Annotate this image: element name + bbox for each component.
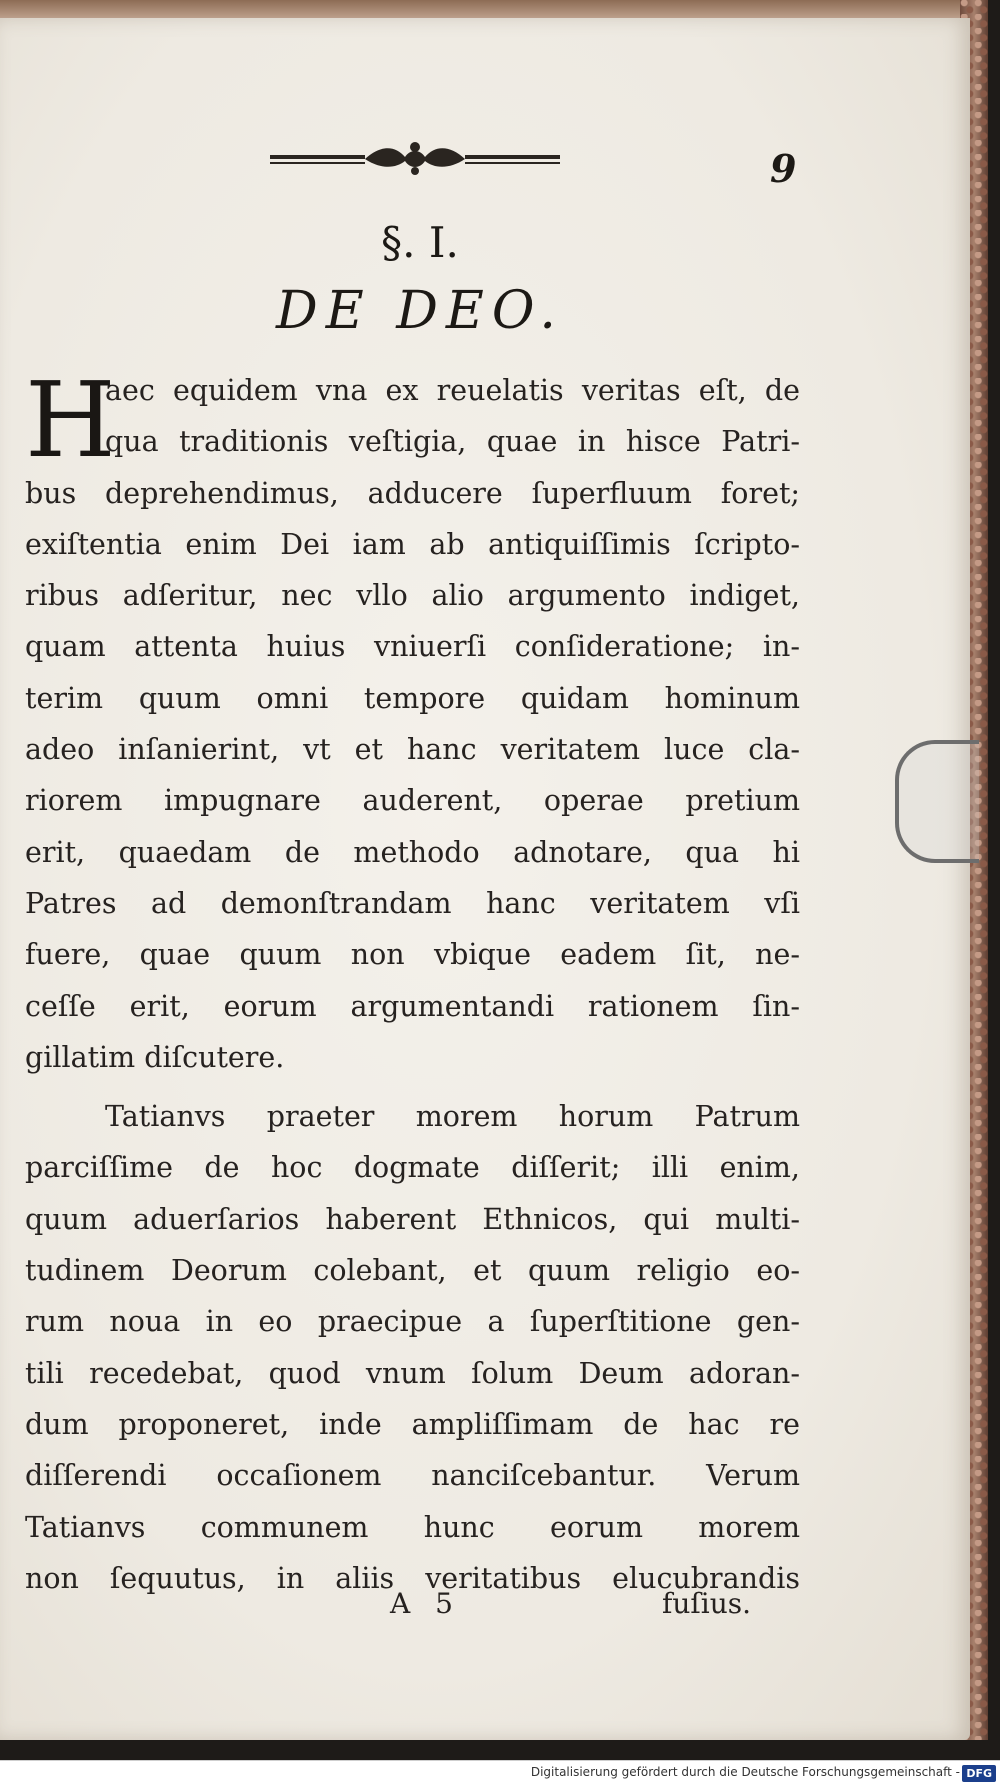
text-line: Tatianvs communem hunc eorum morem [25,1510,800,1544]
section-number: §. I. [381,218,459,267]
digitization-credit-bar [0,1760,1000,1787]
section-heading: DE DEO. [276,281,564,341]
text-line: ceſſe erit, eorum argumentandi rationem ſin- [25,989,800,1023]
text-line: aec equidem vna ex reuelatis veritas eſt, de [105,374,800,407]
text-line: fuere, quae quum non vbique eadem ſit, ne- [25,938,800,972]
drop-cap: H [25,359,116,481]
header-ornament [270,135,560,185]
text-line: quam attenta huius vniuerſi conſideratione; in- [25,630,800,664]
text-line: tudinem Deorum colebant, et quum religio eo- [25,1254,800,1288]
text-line: parciſſime de hoc dogmate diſſerit; illi enim, [25,1151,800,1185]
text-line: quum aduerſarios haberent Ethnicos, qui multi- [25,1202,800,1236]
signature-mark: A 5 [390,1587,461,1620]
text-line: Tatianvs praeter morem horum Patrum [105,1100,800,1134]
body-text [25,359,800,1604]
digitization-credit: Digitalisierung gefördert durch die Deutsche Forschungsgemeinschaft - [530,1765,960,1779]
page-number: 9 [770,146,797,191]
text-line: ribus adſeritur, nec vllo alio argumento indiget, [25,579,800,613]
catchword: fuſius. [662,1587,752,1620]
dfg-logo: DFG [962,1765,996,1782]
text-line: adeo inſanierint, vt et hanc veritatem luce cla- [25,733,800,767]
text-line: tili recedebat, quod vnum ſolum Deum adoran- [25,1356,800,1390]
text-line: exiſtentia enim Dei iam ab antiquiſſimis ſcripto- [25,527,800,561]
text-line: diſſerendi occaſionem nanciſcebantur. Verum [25,1459,800,1493]
text-line: Patres ad demonſtrandam hanc veritatem vſi [25,886,800,920]
text-line: dum proponeret, inde ampliſſimam de hac re [25,1407,800,1441]
text-line: gillatim diſcutere. [25,1040,285,1074]
text-line: rum noua in eo praecipue a ſuperſtitione gen- [25,1305,800,1339]
text-line: non ſequutus, in aliis veritatibus elucubrandis [25,1561,800,1595]
page-clip [895,740,979,863]
text-line: bus deprehendimus, adducere ſuperfluum foret; [25,476,800,510]
text-line: riorem impugnare auderent, operae pretium [25,784,800,818]
text-line: terim quum omni tempore quidam hominum [25,681,800,715]
text-line: erit, quaedam de methodo adnotare, qua hi [25,835,800,869]
text-line: qua traditionis veſtigia, quae in hisce Patri- [105,425,800,459]
